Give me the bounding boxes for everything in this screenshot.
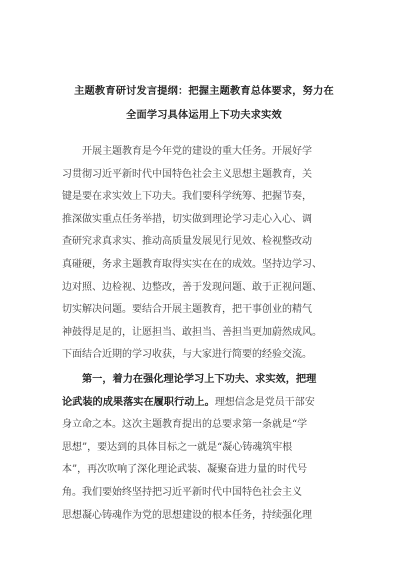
paragraph-line [62, 392, 346, 415]
paragraph-line: 本”，再次吹响了深化理论武装、凝聚奋进力量的时代号 [62, 464, 308, 476]
paragraph-line: 思想凝心铸魂作为党的思想建设的根本任务，持续强化理 [62, 509, 312, 521]
intro-paragraph [62, 141, 346, 367]
paragraph-line: 真碰硬，务求主题教育取得实实在在的成效。坚持边学习、 [62, 258, 322, 270]
paragraph-line: 切实解决问题。要结合开展主题教育，把干事创业的精气 [62, 304, 312, 316]
paragraph-line: 神鼓得足足的，让愿担当、敢担当、善担当更加蔚然成风。 [62, 326, 322, 338]
paragraph-line: 开展主题教育是今年党的建设的重大任务。开展好学 [82, 146, 312, 157]
document-title [52, 80, 356, 128]
paragraph-line: 边对照、边检视、边整改，善于发现问题、敢于正视问题、 [62, 281, 322, 293]
paragraph-line: 思想”，要达到的具体目标之一就是“凝心铸魂筑牢根 [62, 441, 293, 453]
title-line: 全面学习具体运用上下功夫求实效 [126, 110, 282, 121]
paragraph-line: 习贯彻习近平新时代中国特色社会主义思想主题教育，关 [62, 168, 312, 180]
section-heading-line: 第一，着力在强化理论学习上下功夫、求实效，把理 [82, 374, 317, 385]
paragraph-line: 角。我们要始终坚持把习近平新时代中国特色社会主义 [62, 486, 302, 498]
paragraph-line: 键是要在求实效上下功夫。我们要科学统筹、把握节奏， [62, 191, 312, 203]
paragraph-line: 查研究求真求实、推动高质量发展见行见效、检视整改动 [62, 236, 312, 248]
paragraph-line: 下面结合近期的学习收获，与大家进行简要的经验交流。 [62, 349, 312, 361]
paragraph-line: 推深做实重点任务举措，切实做到理论学习走心入心、调 [62, 213, 312, 225]
paragraph-line: 身立命之本。这次主题教育提出的总要求第一条就是“学 [62, 419, 308, 431]
paragraph-text: 理想信念是党员干部安 [214, 396, 315, 408]
title-line: 主题教育研讨发言提纲：把握主题教育总体要求，努力在 [74, 86, 334, 97]
section-heading-line: 论武装的成果落实在履职行动上。 [62, 396, 215, 408]
section-one-paragraph [62, 369, 346, 527]
